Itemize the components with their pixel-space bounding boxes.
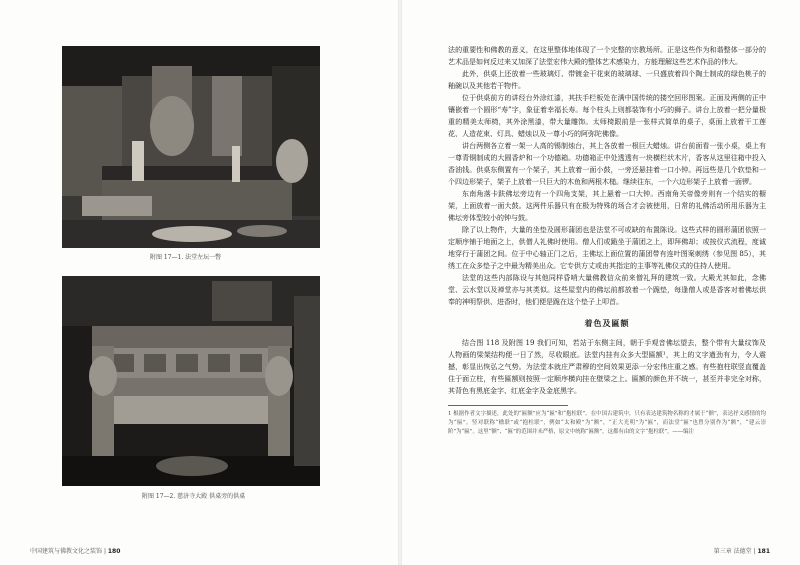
- paragraph: 位于供桌前方的讲经台外涂红漆，其扶手栏板处在满中国传统的搂空回形图案。正面及两侧的正中镶嵌着一个圆形“寿”字，象征着幸福长寿。每个柱头上则都装饰有小巧的狮子。讲台上放着一把分量极重的精美太师椅，其外涂黑漆，带大量雕饰。太师椅跟前是一张样式简单的桌子，桌面上放着干工莲花、人造花束、灯具、蜡烛以及一尊小巧的阿弥陀佛像。: [448, 94, 766, 138]
- offering-table-photo-illustration: [62, 276, 320, 486]
- figure-2-photo: [62, 276, 320, 486]
- folio-page-number: 181: [757, 548, 770, 555]
- left-page: [0, 0, 398, 565]
- folio-page-number: 180: [107, 548, 121, 555]
- figure-2-caption: 附图 17—2. 慈济寺大殿 供桌旁的供桌: [142, 493, 246, 500]
- right-page: [402, 0, 800, 565]
- folio-book-title: 中国建筑与佛教文化之装饰: [30, 548, 103, 555]
- footnote-divider: [448, 405, 568, 406]
- paragraph: 讲台两侧各立着一架一人高的锡制烛台，其上各放着一根巨大蜡烛。讲台前面看一张小桌，桌上有一尊青铜制成的大圆香炉和一个功德箱。功德箱正中处透透有一块横栏状木片，香客从这里往箱中投入香油钱。供桌东侧置有一个架子，其上放着一面小鼓，一旁还悬挂着一口小钟。再远些是几个软垫和一个四边形架子，架子上放着一只巨大的木鱼和两根木槌。继续往东，一个六边形架子上放着一面锣。: [448, 142, 766, 186]
- paragraph: 除了以上物件，大量的坐垫及圆形蒲团也是法堂不可或缺的布置陈设。这些式样的圆形蒲团依照一定顺序铺于地面之上，供僧人礼佛时使用。僧人们或跪坐于蒲团之上，即拜佛却；或按仪式流程，度诚地穿行于蒲团之间。位于中心轴正门之后，主佛坛上面位置的蒲团带有连叶图案刺绣（参见图 85），其绣工在众多垫子之中最为精美出众。它专供方丈或由其指定的主事等礼佛仪式的住持人使用。: [448, 226, 766, 270]
- paragraph: 此外，供桌上还放着一些玻璃灯、带镀金干花束的玻璃球、一只盛放着四个陶土制成的绿色桃子的釉碗以及其他若干物件。: [448, 70, 766, 90]
- folio-chapter: 第三章 法德堂: [713, 548, 752, 555]
- section-heading: 着色及匾额: [584, 318, 630, 328]
- paragraph: 东南角落卡趺佛坛旁边有一个四角支架，其上悬着一口大钟。西南角关帝像旁则有一个结实的橱架，上面放着一面大鼓。这两件乐器只有在极为特殊的场合才会被使用，日常的礼佛活动所用乐器为主佛坛旁体型较小的钟与鼓。: [448, 190, 766, 222]
- paragraph: 法的重要性和佛教的意义，在这里整体地体现了一个完整的宗教场所。正是这些作为和谐整体一部分的艺术品是如何反过来又加深了法堂宏伟大殿的整体艺术感染力，方能理解这些艺术作品的伟大。: [448, 46, 766, 66]
- body-text: [448, 44, 766, 437]
- footnote: 1 根据作者文字描述，此处的“匾额”应为“匾”和“抱柱联”。在中国古建筑中，只有表达建筑物名称的才属于“额”，表达抒义感情的均为“匾”。竖对联称“楹联”或“抱柱联”，例如“太和殿”为“额”，“正大光明”为“匾”，而法堂“匾”也曾分别作为“额”，“建云崇阶”为“匾”。这里“额”、“匾”的范围并未严格，原文中统称“匾额”，这都有由的文字“抱柱联”。——编注: [448, 411, 766, 435]
- figure-1-photo: [62, 46, 320, 248]
- figure-1-caption: 附图 17—1. 法堂左坛一瞥: [150, 254, 222, 261]
- paragraph: 结合图 118 及附图 19 我们可知，若站于东侧主间，朝于手观音佛坛望去，整个带有大量纹饰及人物画的梁架结构便一日了然，尽收眼底。法堂内挂有众多大型匾额¹，其上的文字遒劲有力，令人震撼，彰显出恢弘之气势。为法堂本就庄严肃穆的空间效果更添一分宏伟庄重之感。有些抱柱联竖直覆盖住于面立柱，有些匾额则按照一定顺序横向挂在壁梁之上。匾额的颜色并不统一，甚至并非完全对称，其背色有黑底金字、红底金字及金底黑字。: [448, 339, 766, 395]
- paragraph: 法堂的这些内部陈设与其他同样昏哨大量佛教信众前来僧礼拜的建筑一致。大殿尤其如此，念佛堂、云水堂以及禅堂亦与其类似。这些屋堂内的佛坛前都放着一个跪垫，每逢僧人或是香客对着佛坛供奉的神明祭供、进香时，他们便是跪在这个垫子上叩首。: [448, 274, 766, 306]
- right-folio: 第三章 法德堂 | 181: [713, 548, 770, 555]
- altar-photo-illustration: [62, 46, 320, 248]
- left-folio: 中国建筑与佛教文化之装饰 | 180: [30, 548, 121, 555]
